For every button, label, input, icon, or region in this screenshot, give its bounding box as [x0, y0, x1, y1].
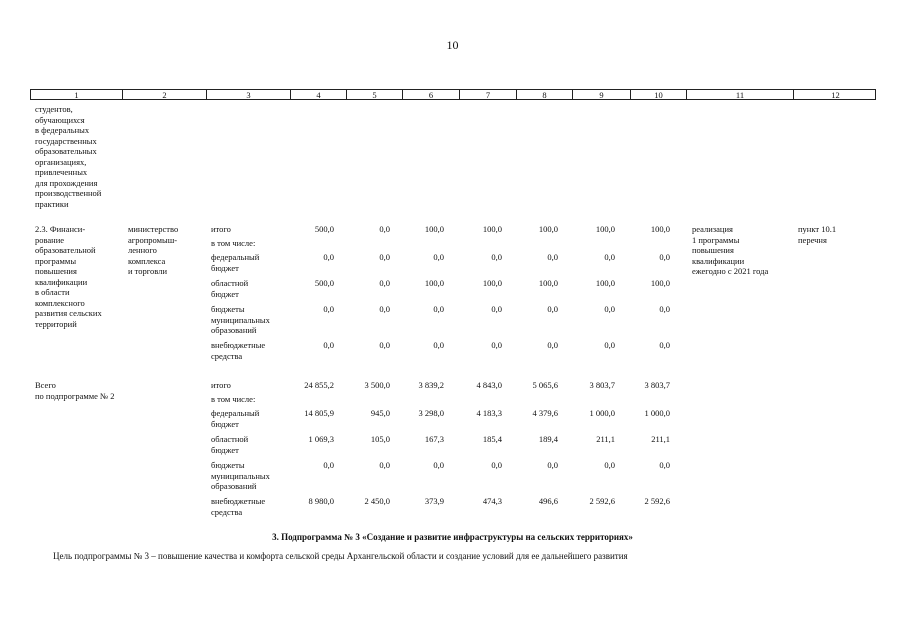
value-cell: 500,0	[314, 278, 334, 288]
value-cell: 14 805,9	[304, 408, 334, 418]
row-2-3-executor: министерство агропромыш- ленного комплекса и торговли	[128, 224, 179, 276]
value-cell: 3 298,0	[418, 408, 444, 418]
line-label: федеральный бюджет	[211, 408, 260, 429]
value-cell: 100,0	[538, 224, 558, 234]
line-label: бюджеты муниципальных образований	[211, 304, 270, 335]
value-cell: 0,0	[491, 460, 502, 470]
value-cell: 0,0	[379, 252, 390, 262]
value-cell: 0,0	[379, 304, 390, 314]
column-header-6: 6	[403, 90, 460, 100]
value-cell: 100,0	[424, 224, 444, 234]
line-label: внебюджетные средства	[211, 496, 266, 517]
value-cell: 100,0	[538, 278, 558, 288]
value-cell: 0,0	[323, 304, 334, 314]
value-cell: 3 803,7	[644, 380, 670, 390]
value-cell: 100,0	[650, 278, 670, 288]
value-cell: 0,0	[491, 252, 502, 262]
value-cell: 0,0	[379, 278, 390, 288]
line-label: внебюджетные средства	[211, 340, 266, 361]
value-cell: 4 379,6	[532, 408, 558, 418]
value-cell: 0,0	[659, 340, 670, 350]
value-cell: 0,0	[604, 460, 615, 470]
line-label: в том числе:	[211, 394, 256, 404]
value-cell: 5 065,6	[532, 380, 558, 390]
value-cell: 211,1	[651, 434, 670, 444]
value-cell: 0,0	[604, 252, 615, 262]
value-cell: 373,9	[424, 496, 444, 506]
value-cell: 0,0	[379, 224, 390, 234]
value-cell: 0,0	[323, 340, 334, 350]
value-cell: 185,4	[482, 434, 502, 444]
page-number: 10	[446, 38, 459, 52]
value-cell: 0,0	[491, 304, 502, 314]
column-header-4: 4	[291, 90, 347, 100]
value-cell: 0,0	[547, 340, 558, 350]
value-cell: 0,0	[547, 460, 558, 470]
value-cell: 167,3	[424, 434, 444, 444]
value-cell: 474,3	[482, 496, 502, 506]
section-title: 3. Подпрограмма № 3 «Создание и развитие инфраструктуры на сельских территориях»	[272, 532, 633, 542]
value-cell: 0,0	[379, 460, 390, 470]
column-header-11: 11	[687, 90, 794, 100]
value-cell: 100,0	[424, 278, 444, 288]
value-cell: 0,0	[659, 460, 670, 470]
value-cell: 189,4	[538, 434, 558, 444]
value-cell: 0,0	[323, 460, 334, 470]
row-2-3-result: реализация 1 программы повышения квалификации ежегодно с 2021 года	[692, 224, 769, 276]
value-cell: 2 592,6	[589, 496, 615, 506]
value-cell: 0,0	[604, 304, 615, 314]
line-label: в том числе:	[211, 238, 256, 248]
value-cell: 0,0	[604, 340, 615, 350]
column-header-1: 1	[31, 90, 123, 100]
value-cell: 0,0	[547, 252, 558, 262]
value-cell: 3 500,0	[364, 380, 390, 390]
value-cell: 4 843,0	[476, 380, 502, 390]
line-label: итого	[211, 380, 231, 390]
value-cell: 2 450,0	[364, 496, 390, 506]
value-cell: 0,0	[379, 340, 390, 350]
column-header-10: 10	[631, 90, 687, 100]
value-cell: 1 000,0	[644, 408, 670, 418]
value-cell: 100,0	[650, 224, 670, 234]
value-cell: 24 855,2	[304, 380, 334, 390]
value-cell: 0,0	[433, 340, 444, 350]
subprogram-goal-text: Цель подпрограммы № 3 – повышение качества и комфорта сельской среды Архангельской области и создание условий для ее дальнейшего развития	[53, 551, 628, 561]
column-header-8: 8	[517, 90, 573, 100]
value-cell: 0,0	[659, 304, 670, 314]
value-cell: 4 183,3	[476, 408, 502, 418]
value-cell: 211,1	[596, 434, 615, 444]
value-cell: 2 592,6	[644, 496, 670, 506]
value-cell: 105,0	[370, 434, 390, 444]
line-label: областной бюджет	[211, 434, 249, 455]
value-cell: 100,0	[595, 278, 615, 288]
value-cell: 1 000,0	[589, 408, 615, 418]
value-cell: 0,0	[433, 460, 444, 470]
column-header-2: 2	[123, 90, 207, 100]
row-2-3-name: 2.3. Финанси- рование образовательной программы повышения квалификации в области комплексного развития сельских территорий	[35, 224, 102, 329]
column-header-3: 3	[207, 90, 291, 100]
line-label: итого	[211, 224, 231, 234]
total-label: Всего по подпрограмме № 2	[35, 380, 115, 401]
line-label: федеральный бюджет	[211, 252, 260, 273]
value-cell: 496,6	[538, 496, 558, 506]
value-cell: 500,0	[314, 224, 334, 234]
column-header-12: 12	[831, 90, 840, 100]
line-label: областной бюджет	[211, 278, 249, 299]
value-cell: 100,0	[595, 224, 615, 234]
column-header-5: 5	[347, 90, 403, 100]
continuation-text: студентов, обучающихся в федеральных государственных образовательных организациях, привлеченных для прохождения производственной практики	[35, 104, 102, 209]
column-header-7: 7	[460, 90, 517, 100]
value-cell: 3 803,7	[589, 380, 615, 390]
value-cell: 100,0	[482, 278, 502, 288]
row-2-3-reference: пункт 10.1 перечня	[798, 224, 837, 245]
value-cell: 100,0	[482, 224, 502, 234]
line-label: бюджеты муниципальных образований	[211, 460, 270, 491]
column-header-9: 9	[573, 90, 631, 100]
value-cell: 0,0	[547, 304, 558, 314]
table-column-header-row	[30, 89, 876, 100]
value-cell: 0,0	[491, 340, 502, 350]
value-cell: 0,0	[433, 304, 444, 314]
value-cell: 945,0	[370, 408, 390, 418]
value-cell: 0,0	[433, 252, 444, 262]
value-cell: 3 839,2	[418, 380, 444, 390]
value-cell: 8 980,0	[308, 496, 334, 506]
value-cell: 1 069,3	[308, 434, 334, 444]
value-cell: 0,0	[323, 252, 334, 262]
value-cell: 0,0	[659, 252, 670, 262]
